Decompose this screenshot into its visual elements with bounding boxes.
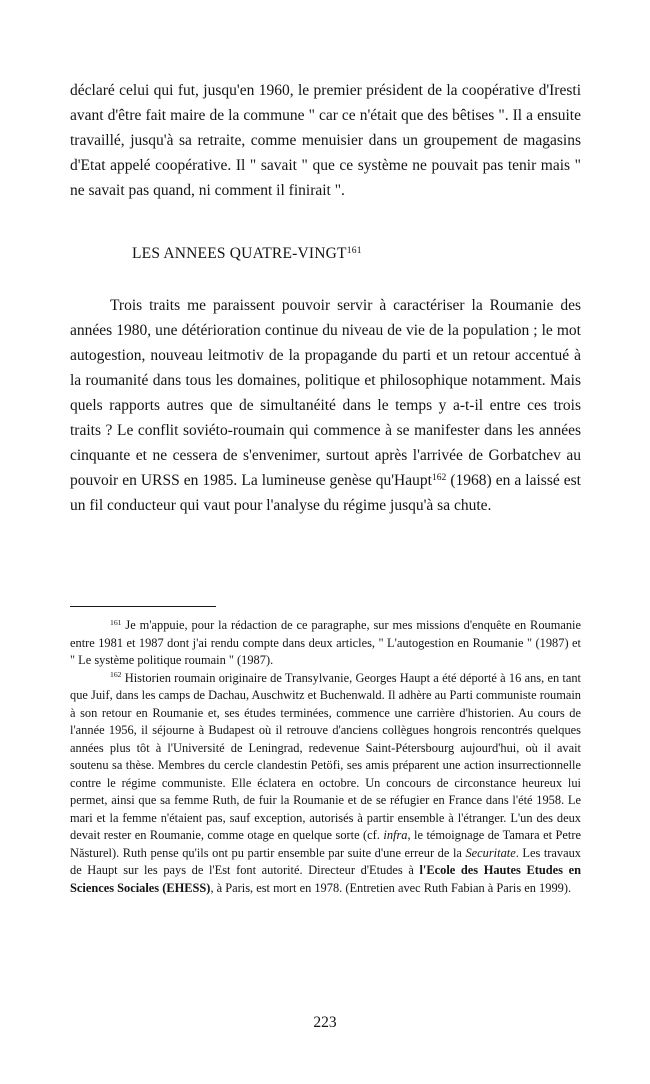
paragraph-continuation: déclaré celui qui fut, jusqu'en 1960, le premier président de la coopérative d'Iresti avant d'être fait maire de la commune " car ce n'était que des bêtises ". Il a ensuite travaillé, jusqu'à sa retraite, comme menuisier dans un groupement de magasins d'Etat appelé coopérative. Il " savait " que ce système ne pouvait pas tenir mais " ne savait pas quand, ni comment il finirait ". bbox=[70, 82, 581, 199]
page-number: 223 bbox=[313, 1014, 337, 1031]
footnote-separator bbox=[70, 606, 216, 607]
section-heading: LES ANNEES QUATRE-VINGT$^{161}$ bbox=[132, 244, 362, 262]
paragraph-body: Trois traits me paraissent pouvoir servir à caractériser la Roumanie des années 1980, une détérioration continue du niveau de vie de la population ; le mot autogestion, nouveau leitmotiv de la propagande du parti et un retour accentué à la roumanité dans tous les domaines, politique et philosophique notamment. Mais quels rapports autres que de simultanéité dans le temps y a-t-il entre ces trois traits ? Le conflit soviéto-roumain qui commence à se manifester dans les années cinquante et ne cessera de s'envenimer, surtout après l'arrivée de Gorbatchev au pouvoir en URSS en 1985. La lumineuse genèse qu'Haupt$^{162}$ (1968) en a laissé est un fil conducteur qui vaut pour l'analyse du régime jusqu'à sa chute. bbox=[70, 297, 581, 514]
footnote-162: $^{162}$ Historien roumain originaire de Transylvanie, Georges Haupt a été déporté à 16 ans, en tant que Juif, dans les camps de Dachau, Auschwitz et Buchenwald. Il adhère au Parti communiste roumain à son retour en Roumanie et, ses études terminées, commence une carrière d'historien. Au cours de l'année 1956, il séjourne à Budapest où il retrouve d'anciens collègues hongrois rencontrés quelques années plus tôt à l'Université de Leningrad, redevenue Saint-Pétersbourg aujourd'hui, où il avait soutenu sa thèse. Membres du cercle clandestin Petöfi, ses amis préparent une action insurrectionnelle contre le régime communiste. Elle éclatera en octobre. Un concours de circonstance heureux lui permet, ainsi que sa femme Ruth, de fuir la Roumanie et de se réfugier en France dans l'été 1958. Le mari et la femme n'étaient pas, sauf exception, autorisés à partir ensemble à l'étranger. L'un des deux devait rester en Roumanie, comme otage en quelque sorte (cf. infra, le témoignage de Tamara et Petre Năsturel). Ruth pense qu'ils ont pu partir ensemble par suite d'une erreur de la Securitate. Les travaux de Haupt sur les pays de l'Est font autorité. Directeur d'Etudes à l'Ecole des Hautes Etudes en Sciences Sociales (EHESS), à Paris, est mort en 1978. (Entretien avec Ruth Fabian à Paris en 1999). bbox=[70, 670, 581, 895]
footnote-161: $^{161}$ Je m'appuie, pour la rédaction de ce paragraphe, sur mes missions d'enquête en Roumanie entre 1981 et 1987 dont j'ai rendu compte dans deux articles, " L'autogestion en Roumanie " (1987) et " Le système politique roumain " (1987). bbox=[70, 617, 581, 667]
footnotes-section bbox=[70, 617, 581, 897]
